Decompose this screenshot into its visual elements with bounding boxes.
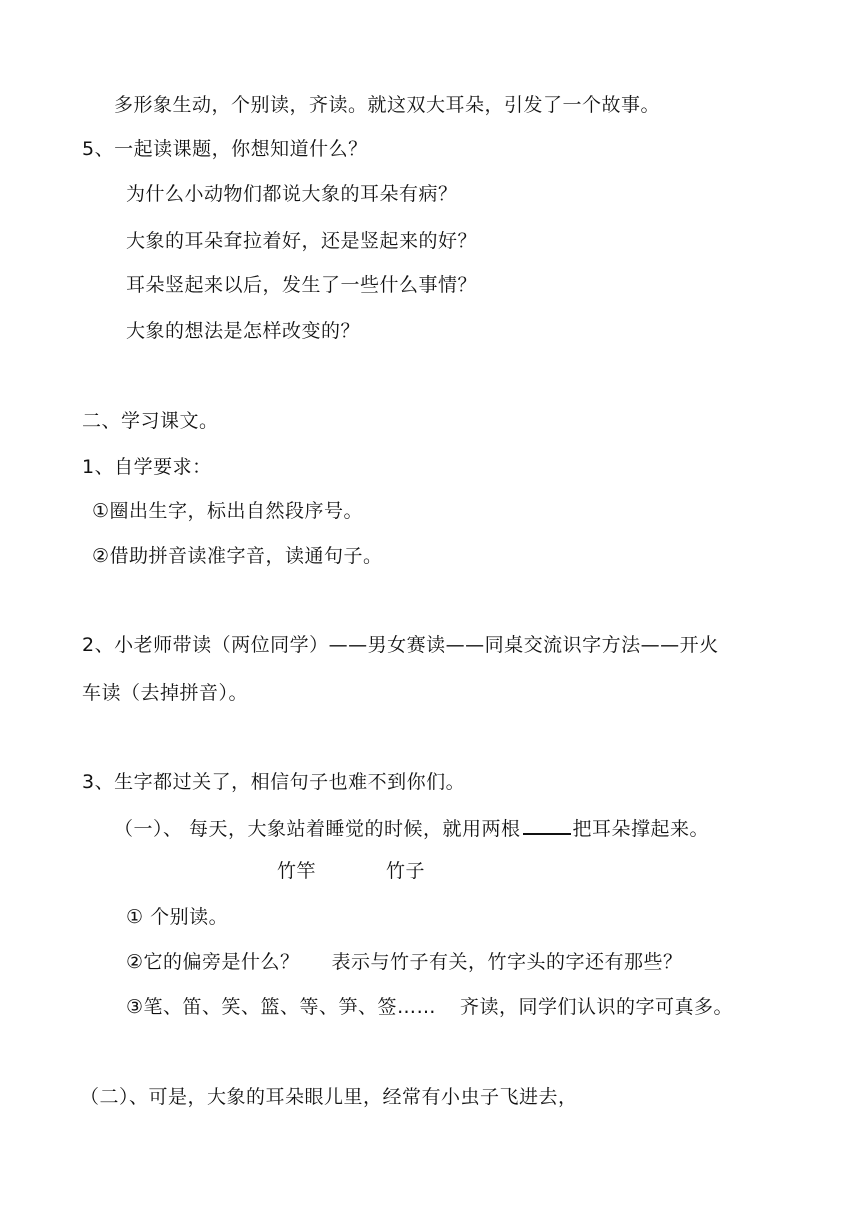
sentence-1-suffix: 把耳朵撑起来。 <box>572 818 710 840</box>
section-2-heading: 二、学习课文。 <box>82 410 219 432</box>
question-3: 耳朵竖起来以后，发生了一些什么事情？ <box>126 274 478 296</box>
step-2-line-1: 2、小老师带读（两位同学）——男女赛读——同桌交流识字方法——开火 <box>82 634 719 656</box>
sentence-1 <box>114 815 709 842</box>
activity-3-remark: 齐读，同学们认识的字可真多。 <box>460 996 734 1018</box>
activity-2 <box>126 949 683 975</box>
self-study-title: 1、自学要求： <box>82 456 212 478</box>
fill-in-blank <box>523 815 571 835</box>
step-3-heading: 3、生字都过关了，相信句子也难不到你们。 <box>82 771 466 793</box>
step-2-line-2: 车读（去掉拼音）。 <box>82 682 249 704</box>
activity-3 <box>126 994 733 1020</box>
question-1: 为什么小动物们都说大象的耳朵有病？ <box>126 183 458 205</box>
activity-3-char-list: ③笔、笛、笑、篮、等、笋、签…… <box>126 996 437 1018</box>
sentence-1-prefix: （一）、 每天，大象站着睡觉的时候，就用两根 <box>114 818 521 840</box>
option-1: 竹竿 <box>277 860 317 882</box>
activity-2-question: ②它的偏旁是什么？ <box>126 951 300 973</box>
activity-1: ① 个别读。 <box>126 906 229 928</box>
self-study-requirement-2: ②借助拼音读准字音，读通句子。 <box>92 545 383 567</box>
question-2: 大象的耳朵耷拉着好，还是竖起来的好？ <box>126 230 478 252</box>
self-study-requirement-1: ①圈出生字，标出自然段序号。 <box>92 500 364 522</box>
question-4: 大象的想法是怎样改变的？ <box>126 320 361 342</box>
activity-2-remark: 表示与竹子有关，竹字头的字还有那些？ <box>331 951 683 973</box>
item-5-heading: 5、一起读课题，你想知道什么？ <box>82 138 368 160</box>
sentence-2: （二）、可是，大象的耳朵眼儿里，经常有小虫子飞进去， <box>80 1086 578 1108</box>
option-2: 竹子 <box>386 860 426 882</box>
paragraph-line: 多形象生动，个别读，齐读。就这双大耳朵，引发了一个故事。 <box>114 94 661 116</box>
